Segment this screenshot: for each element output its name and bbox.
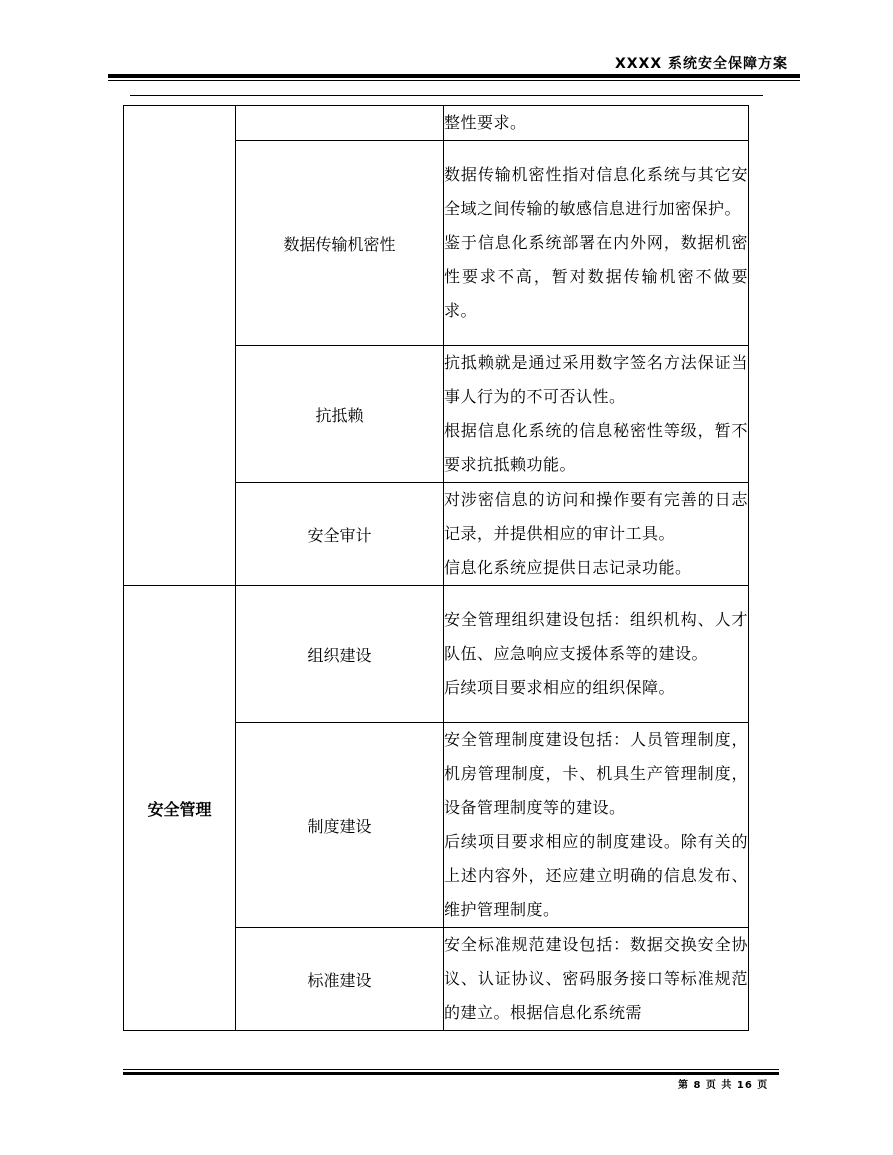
description-paragraph: 鉴于信息化系统部署在内外网，数据机密性要求不高，暂对数据传输机密不做要求。 bbox=[444, 233, 748, 320]
item-cell bbox=[236, 106, 444, 141]
description-paragraph: 信息化系统应提供日志记录功能。 bbox=[444, 558, 692, 577]
description-cell bbox=[444, 141, 749, 346]
table-row bbox=[124, 106, 749, 141]
item-cell: 标准建设 bbox=[236, 928, 444, 1031]
description-paragraph: 安全管理制度建设包括：人员管理制度，机房管理制度，卡、机具生产管理制度，设备管理制度等的建设。 bbox=[444, 730, 748, 817]
header-rule-thin bbox=[108, 80, 800, 81]
document-header-title: XXXX 系统安全保障方案 bbox=[614, 56, 788, 72]
page-number: 第 8 页 共 16 页 bbox=[678, 1080, 769, 1091]
description-paragraph: 安全管理组织建设包括：组织机构、人才队伍、应急响应支援体系等的建设。 bbox=[444, 610, 748, 663]
description-cell bbox=[444, 586, 749, 723]
item-cell: 抗抵赖 bbox=[236, 346, 444, 483]
category-cell-continued bbox=[124, 106, 236, 586]
description-paragraph: 后续项目要求相应的制度建设。除有关的上述内容外，还应建立明确的信息发布、维护管理制度。 bbox=[444, 832, 748, 919]
description-cell bbox=[444, 928, 749, 1031]
description-cell bbox=[444, 106, 749, 141]
item-cell: 安全审计 bbox=[236, 483, 444, 586]
description-paragraph: 抗抵赖就是通过采用数字签名方法保证当事人行为的不可否认性。 bbox=[444, 353, 748, 406]
header-rule-thick bbox=[108, 74, 800, 78]
category-cell: 安全管理 bbox=[124, 586, 236, 1031]
footer-rule-thin bbox=[123, 1069, 779, 1070]
description-paragraph: 整性要求。 bbox=[444, 113, 527, 132]
footer-rule-thick bbox=[123, 1072, 779, 1075]
description-paragraph: 安全标准规范建设包括：数据交换安全协议、认证协议、密码服务接口等标准规范的建立。根据信息化系统需 bbox=[444, 935, 748, 1022]
description-cell bbox=[444, 483, 749, 586]
description-cell bbox=[444, 723, 749, 928]
item-cell: 制度建设 bbox=[236, 723, 444, 928]
description-paragraph: 数据传输机密性指对信息化系统与其它安全域之间传输的敏感信息进行加密保护。 bbox=[444, 165, 748, 218]
item-cell: 组织建设 bbox=[236, 586, 444, 723]
description-paragraph: 后续项目要求相应的组织保障。 bbox=[444, 678, 676, 697]
description-cell bbox=[444, 346, 749, 483]
table-top-rule bbox=[130, 95, 763, 96]
description-paragraph: 根据信息化系统的信息秘密性等级，暂不要求抗抵赖功能。 bbox=[444, 421, 748, 474]
description-paragraph: 对涉密信息的访问和操作要有完善的日志记录，并提供相应的审计工具。 bbox=[444, 490, 748, 543]
item-cell: 数据传输机密性 bbox=[236, 141, 444, 346]
table-row bbox=[124, 586, 749, 723]
security-requirements-table bbox=[123, 105, 749, 1031]
